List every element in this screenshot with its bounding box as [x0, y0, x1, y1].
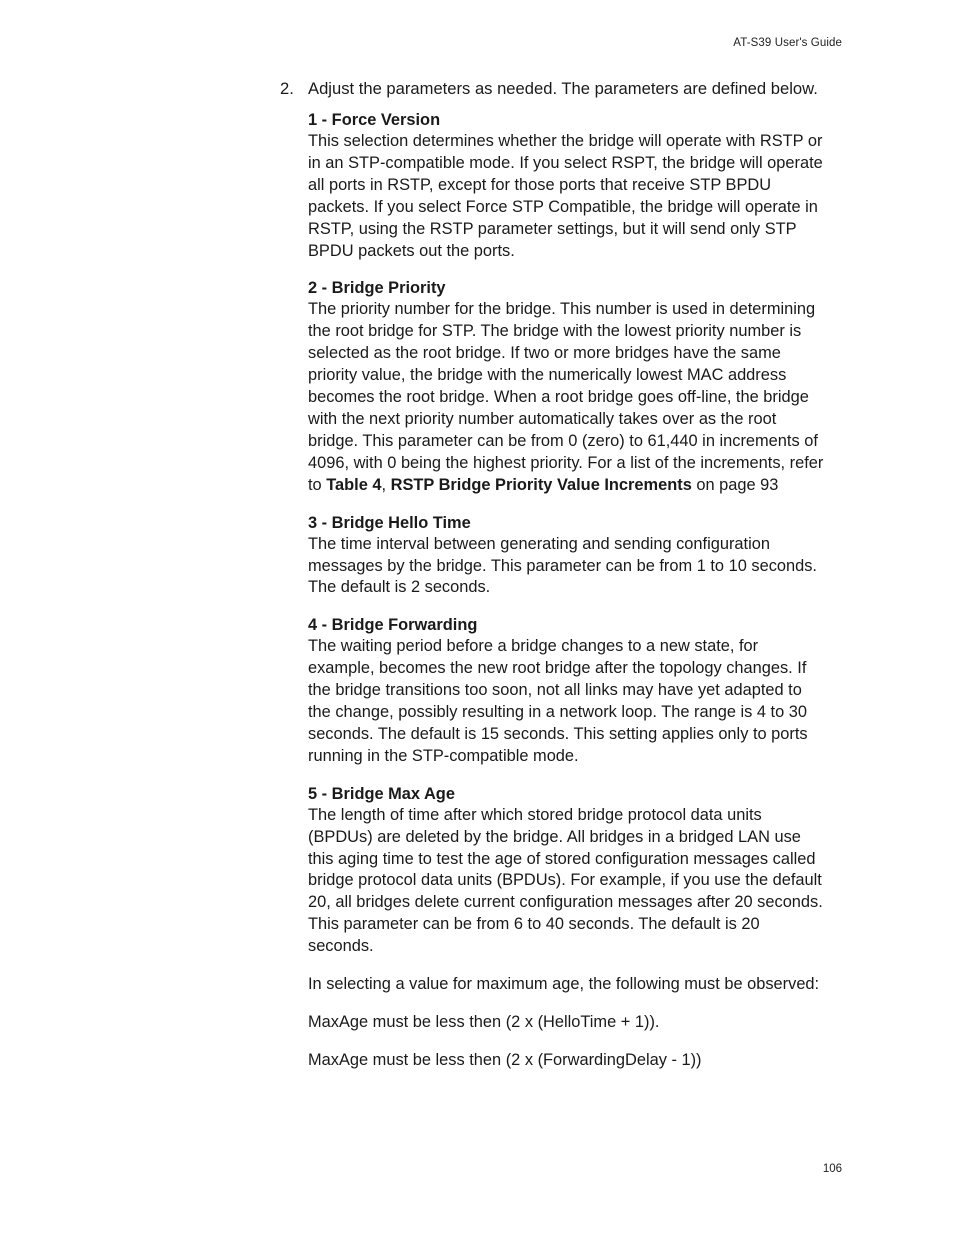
cross-reference-page: on page 93	[691, 475, 779, 494]
param-description	[308, 299, 828, 496]
param-description: The time interval between generating and sending configuration messages by the bridge. This parameter can be from 1 to 10 seconds. The default is 2 seconds.	[308, 534, 817, 597]
param-bridge-max-age	[308, 783, 828, 958]
param-bridge-hello-time	[308, 512, 828, 600]
cross-reference-title[interactable]: RSTP Bridge Priority Value Increments	[390, 475, 692, 494]
param-force-version	[308, 109, 828, 262]
max-age-intro: In selecting a value for maximum age, the following must be observed:	[308, 975, 820, 994]
param-description: This selection determines whether the bridge will operate with RSTP or in an STP-compatible mode. If you select RSPT, the bridge will operate all ports in RSTP, except for those ports that receive STP BPDU packets. If you select Force STP Compatible, the bridge will operate in RSTP, using the RSTP parameter settings, but it will send only STP BPDU packets out the ports.	[308, 132, 823, 260]
running-header: AT-S39 User's Guide	[733, 37, 842, 49]
parameter-definitions	[308, 109, 828, 1088]
cross-reference-table[interactable]: Table 4	[326, 475, 382, 494]
param-heading: 5 - Bridge Max Age	[308, 784, 455, 803]
param-bridge-priority	[308, 277, 828, 496]
max-age-rule-hello: MaxAge must be less then (2 x (HelloTime + 1)).	[308, 1013, 660, 1031]
param-bridge-forwarding	[308, 614, 828, 767]
param-description: The length of time after which stored bridge protocol data units (BPDUs) are deleted by the bridge. All bridges in a bridged LAN use this aging time to test the age of stored configuration messages called bridge protocol data units (BPDUs). For example, if you use the default 20, all bridges delete current configuration messages after 20 seconds. This parameter can be from 6 to 40 seconds. The default is 20 seconds.	[308, 805, 823, 956]
cross-reference-separator: ,	[381, 475, 391, 494]
step-2	[280, 78, 860, 100]
max-age-rule-forwarding: MaxAge must be less then (2 x (ForwardingDelay - 1))	[308, 1050, 702, 1069]
param-heading: 2 - Bridge Priority	[308, 279, 446, 298]
param-heading: 4 - Bridge Forwarding	[308, 616, 478, 635]
param-description: The waiting period before a bridge changes to a new state, for example, becomes the new root bridge after the topology changes. If the bridge transitions too soon, not all links may have yet adapted to the change, possibly resulting in a network loop. The range is 4 to 30 seconds. The default is 15 seconds. This setting applies only to ports running in the STP-compatible mode.	[308, 637, 808, 765]
step-text: Adjust the parameters as needed. The parameters are defined below.	[308, 79, 818, 98]
param-description-text: The priority number for the bridge. This number is used in determining the root bridge for STP. The bridge with the lowest priority number is selected as the root bridge. If two or more bridges have the same priority value, the bridge with the numerically lowest MAC address becomes the root bridge. When a root bridge goes off-line, the bridge with the next priority number automatically takes over as the root bridge. This parameter can be from 0 (zero) to 61,440 in increments of 4096, with 0 being the highest priority. For a list of the increments, refer to	[308, 300, 824, 494]
param-heading: 1 - Force Version	[308, 111, 441, 129]
step-number: 2.	[280, 79, 294, 98]
param-heading: 3 - Bridge Hello Time	[308, 513, 471, 532]
page-number: 106	[822, 1163, 842, 1175]
